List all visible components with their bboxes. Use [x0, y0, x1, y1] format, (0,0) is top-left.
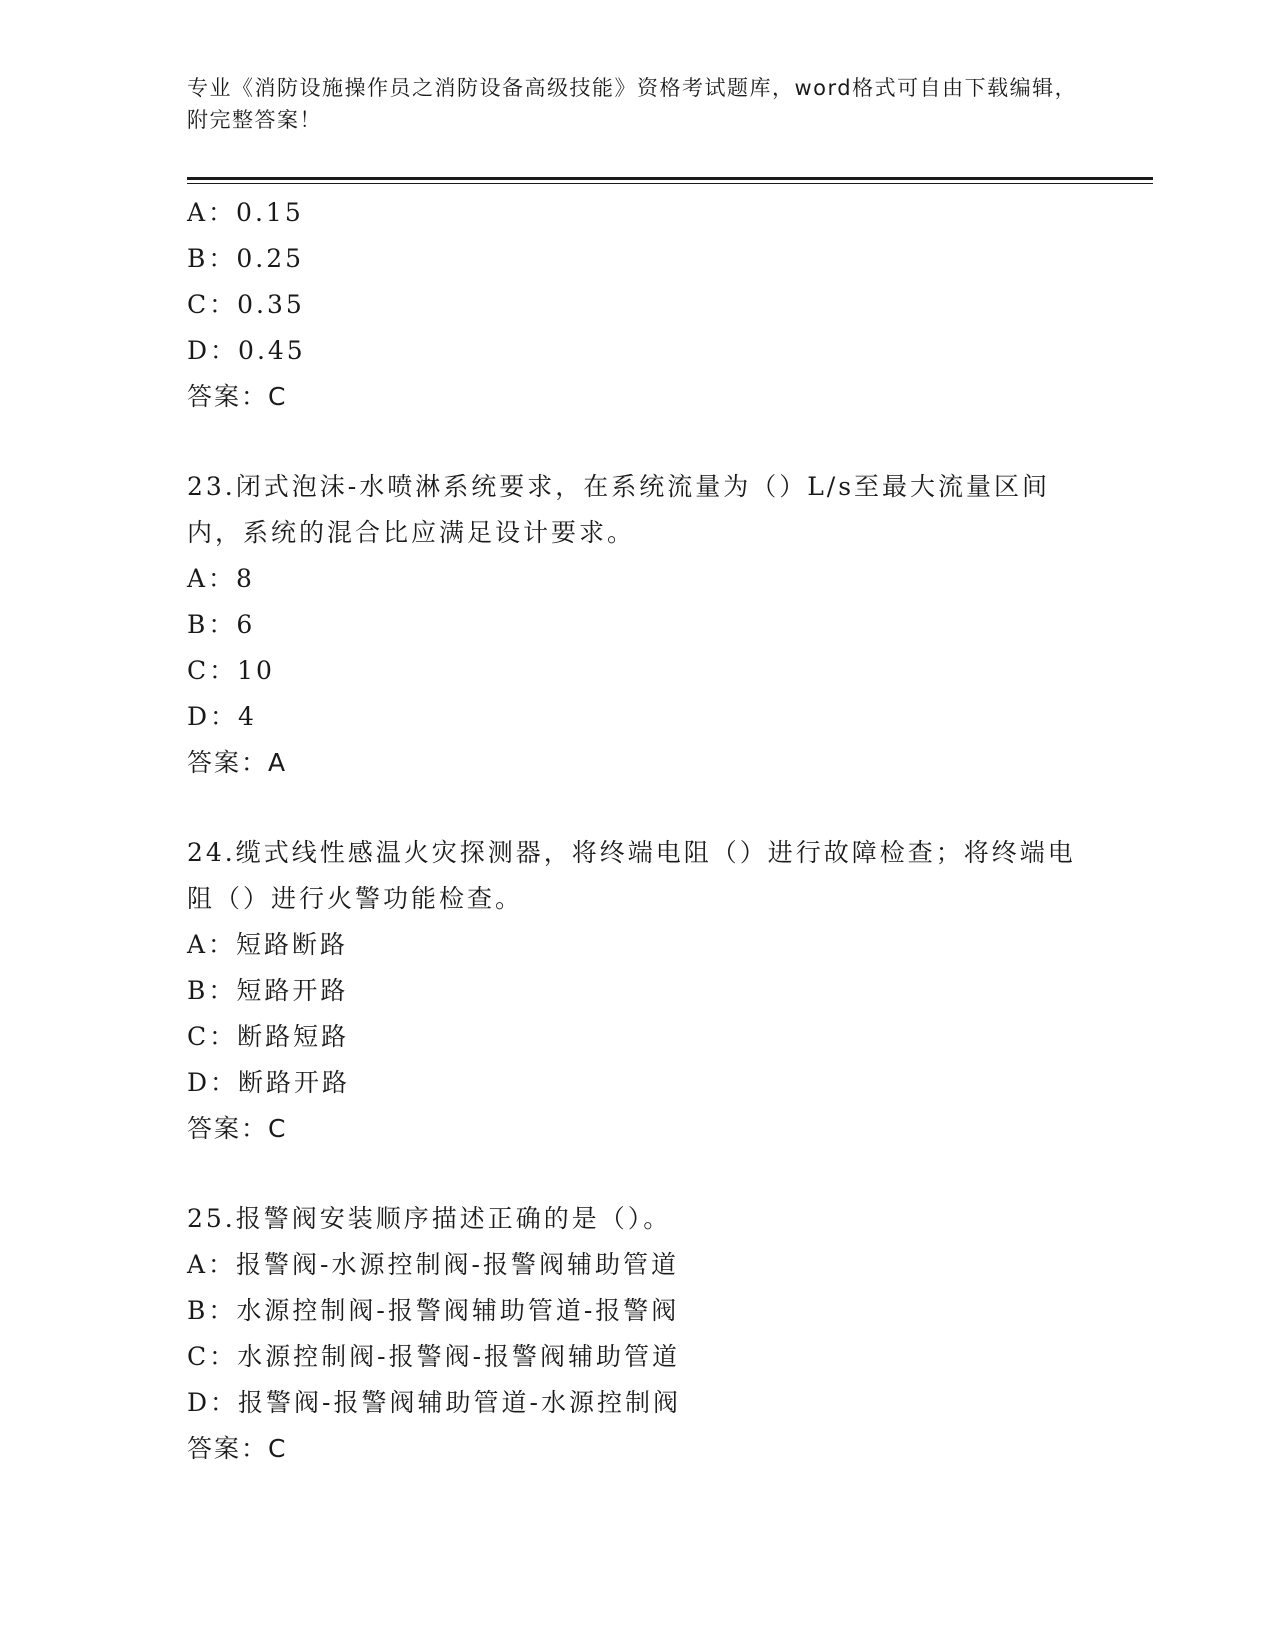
- question-stem: 25.报警阀安装顺序描述正确的是（）。: [187, 1204, 672, 1233]
- question-23: [187, 464, 1087, 786]
- option-a: A：报警阀-水源控制阀-报警阀辅助管道: [187, 1250, 679, 1279]
- option-a: A：0.15: [187, 198, 304, 227]
- header-divider-thick: [187, 177, 1153, 180]
- document-header: 专业《消防设施操作员之消防设备高级技能》资格考试题库，word格式可自由下载编辑，附完整答案！: [187, 76, 1078, 132]
- header-divider-thin: [187, 183, 1153, 184]
- option-b: B：0.25: [187, 244, 305, 273]
- option-d: D：4: [187, 702, 257, 731]
- option-b: B：6: [187, 610, 256, 639]
- answer-line: 答案：C: [187, 1114, 288, 1143]
- option-b: B：水源控制阀-报警阀辅助管道-报警阀: [187, 1296, 680, 1325]
- option-c: C：水源控制阀-报警阀-报警阀辅助管道: [187, 1342, 681, 1371]
- option-b: B：短路开路: [187, 976, 349, 1005]
- option-d: D：断路开路: [187, 1068, 351, 1097]
- question-24: [187, 830, 1087, 1152]
- question-22-continued: [187, 190, 1087, 420]
- option-c: C：断路短路: [187, 1022, 350, 1051]
- option-c: C：10: [187, 656, 275, 685]
- question-list: [187, 190, 1087, 1472]
- question-stem: 24.缆式线性感温火灾探测器，将终端电阻（）进行故障检查；将终端电阻（）进行火警功能检查。: [187, 838, 1076, 913]
- option-c: C：0.35: [187, 290, 305, 319]
- answer-line: 答案：C: [187, 1434, 288, 1463]
- question-25: [187, 1196, 1087, 1472]
- option-d: D：报警阀-报警阀辅助管道-水源控制阀: [187, 1388, 681, 1417]
- option-a: A：8: [187, 564, 255, 593]
- option-a: A：短路断路: [187, 930, 349, 959]
- option-d: D：0.45: [187, 336, 306, 365]
- answer-line: 答案：A: [187, 748, 288, 777]
- question-stem: 23.闭式泡沫-水喷淋系统要求，在系统流量为（）L/s至最大流量区间内，系统的混合比应满足设计要求。: [187, 472, 1051, 547]
- answer-line: 答案：C: [187, 382, 288, 411]
